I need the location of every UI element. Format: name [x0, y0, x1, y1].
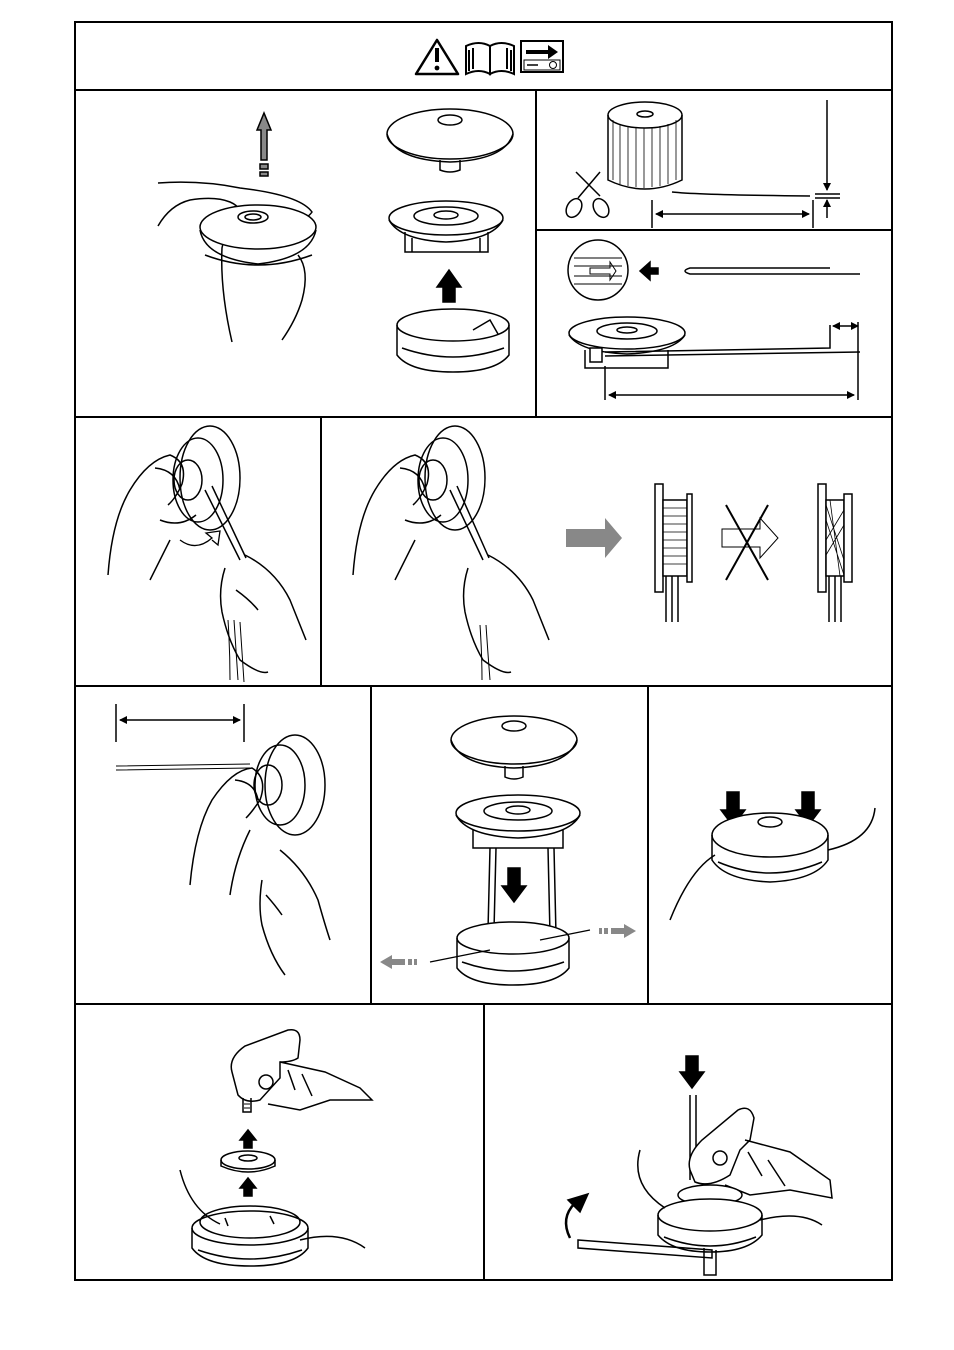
down-arrow-icon: [502, 868, 526, 902]
housing-icon: [430, 922, 590, 985]
scissors-icon: [563, 172, 612, 220]
panel-press-cover: [670, 792, 875, 920]
up-arrow-icon: [437, 270, 461, 302]
spool-icon: [389, 201, 503, 252]
rotation-arrow-icon: [180, 531, 220, 546]
cross-icon: [726, 505, 768, 580]
panel-wind-start: [108, 426, 306, 682]
panel-fold-line: [568, 240, 860, 400]
spool-icon: [569, 317, 860, 368]
up-arrow-icon: [257, 113, 271, 176]
panel-mount-head: [180, 1030, 372, 1266]
cover-icon: [387, 109, 513, 172]
spool-icon: [418, 426, 489, 560]
see-reference-arrow-icon: [521, 41, 563, 72]
wrong-winding-icon: [818, 484, 852, 622]
spool-notch-icon: [568, 240, 628, 300]
up-arrow-icon: [240, 1130, 256, 1148]
panel-reassemble: [380, 716, 636, 985]
dimension-arrow-icon: [116, 704, 244, 742]
warning-triangle-icon: [416, 40, 458, 74]
line-reel-icon: [608, 102, 810, 196]
panel-cut-line: [563, 100, 840, 228]
panel-line-length: [116, 704, 330, 975]
panel-tighten-head: [566, 1056, 832, 1275]
left-arrow-icon: [380, 955, 417, 969]
left-arrow-icon: [640, 262, 658, 280]
header-icons: [416, 40, 563, 74]
down-arrow-icon: [680, 1056, 704, 1088]
rotation-arrow-icon: [566, 1194, 588, 1238]
guard-icon: [231, 1030, 372, 1112]
right-arrow-icon: [566, 518, 622, 558]
washer-icon: [221, 1151, 275, 1172]
cover-icon: [451, 716, 577, 779]
spool-icon: [254, 735, 325, 835]
trimmer-head-icon: [670, 808, 875, 920]
folded-line-icon: [685, 268, 860, 274]
correct-winding-icon: [655, 484, 692, 622]
line-strands: [228, 620, 244, 682]
wrench-icon: [578, 1095, 716, 1275]
panel-wind-even: [353, 426, 852, 680]
right-arrow-icon: [599, 924, 636, 938]
up-arrow-icon: [240, 1178, 256, 1196]
trimmer-head-icon: [180, 1170, 365, 1266]
panel-remove-cover: [158, 109, 513, 372]
manual-book-icon: [466, 43, 514, 74]
housing-icon: [397, 309, 509, 372]
spool-icon: [456, 795, 580, 935]
